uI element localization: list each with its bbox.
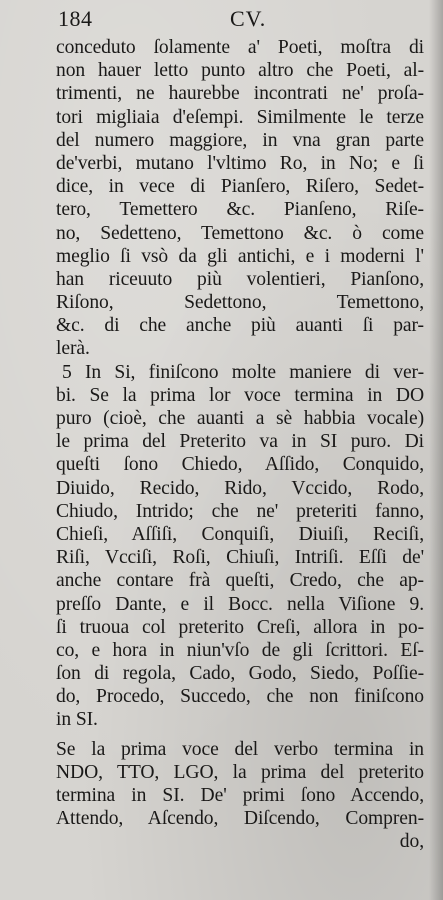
text-line: preſſo Dante, e il Bocc. nella Viſione 9. — [56, 593, 424, 615]
text-line: le prima del Preterito va in SI puro. Di — [56, 431, 424, 453]
text-line: Chiudo, Intrido; che ne' preteriti fanno, — [56, 500, 424, 522]
text-line: do, Procedo, Succedo, che non finiſcono — [56, 686, 424, 708]
text-line: anche contare frà queſti, Credo, che ap- — [56, 570, 424, 592]
text-line: queſti ſono Chiedo, Aſſido, Conquido, — [56, 454, 424, 476]
text-line: Riſi, Vcciſi, Roſi, Chiuſi, Intriſi. Eſſi de' — [56, 547, 424, 569]
text-line: co, e hora in niun'vſo de gli ſcrittori. Eſ- — [56, 639, 424, 661]
text-line: tori migliaia d'eſempi. Similmente le terze — [56, 106, 424, 128]
text-line: del numero maggiore, in vna gran parte — [56, 129, 424, 151]
text-line: de'verbi, mutano l'vltimo Ro, in No; e ſi — [56, 152, 424, 174]
text-line: Riſono, Sedettono, Temettono, — [56, 292, 424, 314]
text-line: dice, in vece di Pianſero, Riſero, Sedet- — [56, 176, 424, 198]
text-line: &c. di che anche più auanti ſi par- — [56, 315, 424, 337]
page-header — [58, 6, 418, 34]
text-line: non hauer letto punto altro che Poeti, al- — [56, 60, 424, 82]
text-line: Se la prima voce del verbo termina in — [56, 738, 424, 760]
body-text — [56, 36, 424, 854]
page-edge-shadow — [429, 0, 443, 900]
text-line: in SI. — [56, 709, 98, 731]
text-line: lerà. — [56, 338, 90, 360]
text-line: bi. Se la prima lor voce termina in DO — [56, 384, 424, 406]
text-line: Diuido, Recido, Rido, Vccido, Rodo, — [56, 477, 424, 499]
text-line: han riceuuto più volentieri, Pianſono, — [56, 268, 424, 290]
text-line: conceduto ſolamente a' Poeti, moſtra di — [56, 37, 424, 58]
text-line: Attendo, Aſcendo, Diſcendo, Compren- — [56, 808, 424, 830]
text-line: do, — [399, 831, 424, 853]
text-line: NDO, TTO, LGO, la prima del preterito — [56, 761, 424, 783]
page-number: 184 — [58, 6, 93, 31]
signature-mark: CV. — [230, 6, 267, 31]
text-line: trimenti, ne haurebbe incontrati ne' proſa- — [56, 83, 424, 105]
text-line: termina in SI. De' primi ſono Accendo, — [56, 785, 424, 806]
text-line: ſi truoua col preterito Creſi, allora in po- — [56, 616, 424, 638]
text-line: tero, Temettero &c. Pianſeno, Riſe- — [56, 199, 424, 221]
text-line: no, Sedetteno, Temettono &c. ò come — [56, 222, 424, 244]
text-line: meglio ſi vsò da gli antichi, e i moderni l' — [56, 245, 424, 267]
text-line: ſon di regola, Cado, Godo, Siedo, Poſſie- — [56, 663, 424, 685]
text-line: puro (cioè, che auanti a sè habbia vocale) — [56, 408, 424, 429]
text-line: 5 In Si, finiſcono molte maniere di ver- — [62, 361, 424, 383]
text-line: Chieſi, Aſſiſi, Conquiſi, Diuiſi, Reciſi, — [56, 523, 424, 545]
